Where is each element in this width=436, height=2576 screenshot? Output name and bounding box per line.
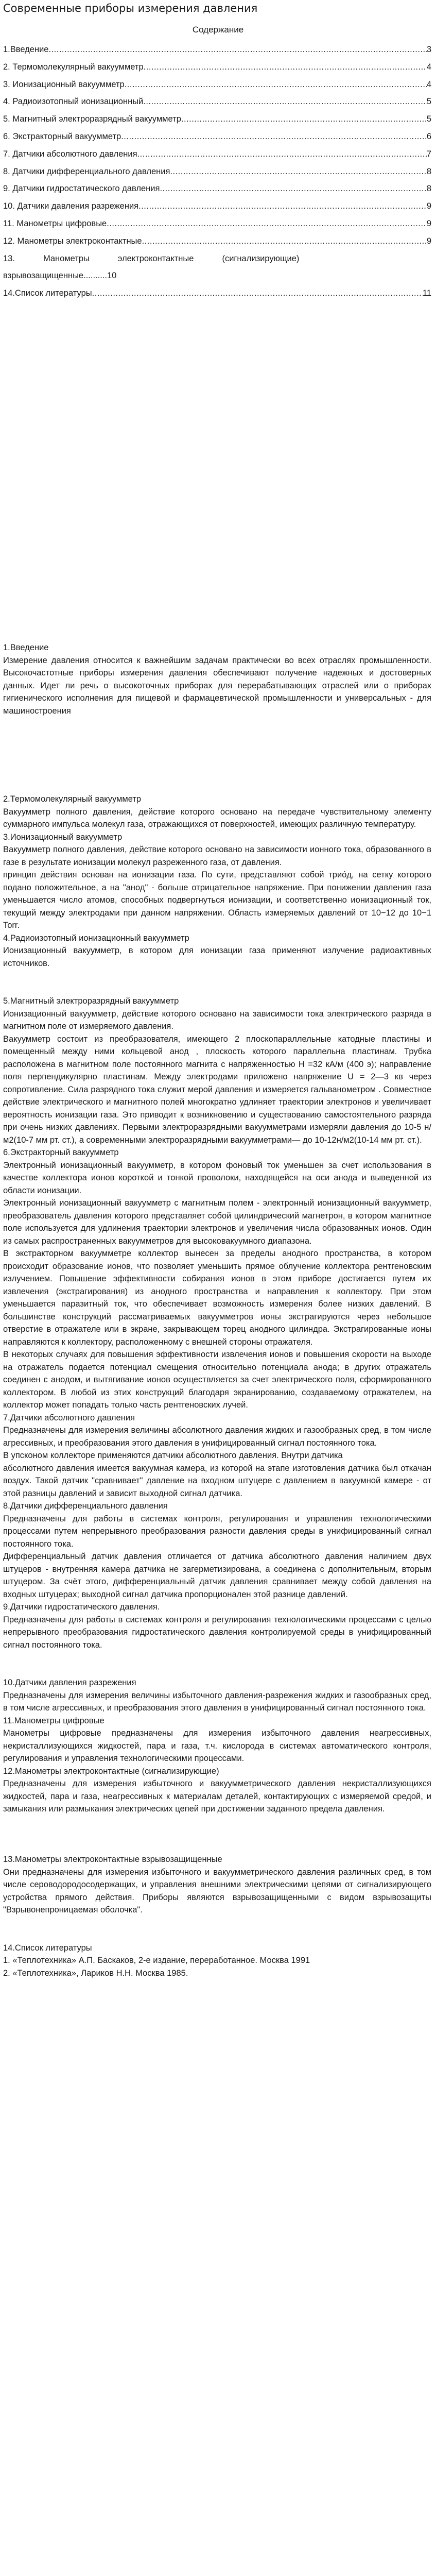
toc-item[interactable]: 2. Термомолекулярный вакуумметр ..... 4 bbox=[3, 59, 431, 76]
toc-item[interactable]: 11. Манометры цифровые ..... 9 bbox=[3, 215, 431, 233]
section-heading: 9.Датчики гидростатического давления. bbox=[3, 1602, 160, 1612]
paragraph: Предназначены для работы в системах контроля и регулирования технологическими процессами с целью непрерывного преобразования гидростатического давления контролируемой среды в унифицированный сигнал постоянного тока. bbox=[3, 1615, 431, 1650]
toc-item[interactable]: 6. Экстракторный вакуумметр ..... 6 bbox=[3, 128, 431, 146]
paragraph: Вакуумметр полного давления, действие которого основано на зависимости ионного тока, образованного в газе в результате ионизации молекул разреженного газа, от давления. bbox=[3, 845, 431, 867]
toc-item[interactable]: 4. Радиоизотопный ионизационный ..... 5 bbox=[3, 93, 431, 111]
paragraph: Предназначены для измерения избыточного и вакуумметрического давления некристаллизующихся жидкостей, пара и газа, неагрессивных к материалам деталей, контактирующих с измеряемой средой, и замыкания или размыкания электрических цепей при достижении заданного предела давления. bbox=[3, 1779, 431, 1814]
section-heading: 13.Манометры электроконтактные взрывозащищенные bbox=[3, 1855, 222, 1864]
toc-item[interactable]: 5. Магнитный электроразрядный вакуумметр ..... 5 bbox=[3, 111, 431, 128]
toc-item[interactable]: 9. Датчики гидростатического давления ..... 8 bbox=[3, 180, 431, 198]
paragraph: Предназначены для измерения величины избыточного давления-разрежения жидких и газообразных сред, в том числе агрессивных, и преобразования этого давления в унифицированный сигнал постоянного тока. bbox=[3, 1690, 431, 1713]
section-heading: 11.Манометры цифровые bbox=[3, 1716, 104, 1725]
paragraph: Дифференциальный датчик давления отличается от датчика абсолютного давления наличием двух штуцеров - внутренняя камера датчика не загерметизирована, а соединена с дополнительным, вторым штуцером. За счёт этого, дифференциальный датчик давления сравнивает между собой давления на входных штуцерах; выходной сигнал датчика пропорционален этой разнице давлений. bbox=[3, 1552, 431, 1599]
section-heading: 3.Ионизационный вакуумметр bbox=[3, 832, 123, 842]
section-heading: 2.Термомолекулярный вакуумметр bbox=[3, 794, 142, 804]
paragraph: Электронный ионизационный вакуумметр с магнитным полем - электронный ионизационный вакуумметр, преобразователь давления которого представляет собой цилиндрический магнетрон, в котором магнитное поле используется для удлинения траектории электронов и увеличения числа образованных ионов. Один из самых распространенных вакуумметров для высоковакуумного диапазона. bbox=[3, 1198, 431, 1246]
paragraph: Измерение давления относится к важнейшим задачам практически во всех отраслях промышленности. Высокочастотные приборы измерения давления обеспечивают получение надежных и достоверных данных. Идет ли речь о высокоточных приборах для перерабатывающих отраслей или о приборах гигиенического исполнения для пищевой и фармацевтической промышленности и универсальных - для машиностроения bbox=[3, 655, 431, 716]
toc-item-13-line1[interactable]: 13. Манометры электроконтактные (сигнализирующие) bbox=[3, 253, 300, 263]
toc-heading: Содержание bbox=[192, 25, 244, 35]
document-title: Современные приборы измерения давления bbox=[3, 2, 258, 14]
paragraph: В некоторых случаях для повышения эффективности извлечения ионов и повышения скорости на выходе на отражатель подается потенциал смещения относительно потенциала анода; в других отражатель соединен с анодом, и вытягивание ионов осуществляется за счет электрического поля, сформированного коллектором. В любой из этих конструкций благодаря экранированию, создаваемому отражателем, на коллектор может попадать только часть рентгеновских лучей. bbox=[3, 1350, 431, 1410]
paragraph: Электронный ионизационный вакуумметр, в котором фоновый ток уменьшен за счет использования в качестве коллектора ионов короткой и тонкой проволоки, находящейся на оси анода и выведенной из области ионизации. bbox=[3, 1160, 431, 1195]
reference-item: 1. «Теплотехника» А.П. Баскаков, 2-е издание, переработанное. Москва 1991 bbox=[3, 1956, 310, 1965]
paragraph: Ионизационный вакуумметр, действие которого основано на зависимости тока электрического разряда в магнитном поле от измеряемого давления. bbox=[3, 1009, 431, 1031]
reference-item: 2. «Теплотехника», Лариков Н.Н. Москва 1985. bbox=[3, 1968, 188, 1978]
paragraph: Вакуумметр состоит из преобразователя, имеющего 2 плоскопараллельные катодные пластины и помещенный между ними кольцевой анод , плоскость которого параллельна пластинам. Трубка расположена в магнитном поле постоянного магнита с напряженностью Н =32 кА/м (400 э); направление поля перпендикулярно пластинам. Между электродами приложено напряжение U = 2—3 кв через сопротивление. Сила разрядного тока служит мерой давления и измеряется гальванометром . Совместное действие электрического и магнитного полей многократно удлиняет траектории электронов и увеличивает вероятность ионизации газа. Это приводит к возникновению и существованию самостоятельного разряда при очень низких давлениях. Первыми электроразрядными вакуумметрами измеряли давления до 10-5 н/м2(10-7 мм рт. ст.), а современными электроразрядными вакуумметрами— до 10-12н/м2(10-14 мм рт. ст.). bbox=[3, 1034, 431, 1145]
toc-item[interactable]: 12. Манометры электроконтактные ..... 9 bbox=[3, 233, 431, 250]
paragraph: Предназначены для измерения величины абсолютного давления жидких и газообразных сред, в том числе агрессивных, и преобразования этого давления в унифицированный сигнал постоянного тока. bbox=[3, 1426, 431, 1448]
paragraph: Манометры цифровые предназначены для измерения избыточного давления неагрессивных, некристаллизующихся жидкостей, пара и газа, т.ч. кислорода в системах автоматического контроля, регулирования и управления технологическими процессами. bbox=[3, 1728, 431, 1763]
section-heading: 1.Введение bbox=[3, 643, 49, 652]
toc-item[interactable]: 3. Ионизационный вакуумметр ..... 4 bbox=[3, 76, 431, 94]
toc-item[interactable]: 7. Датчики абсолютного давления ..... 7 bbox=[3, 146, 431, 163]
table-of-contents bbox=[3, 41, 431, 302]
paragraph: принцип действия основан на ионизации газа. По сути, представляют собой трио́д, на сетку которого подано положительное, а на "анод" - больше отрицательное напряжение. При понижении давления газа уменьшается число атомов, способных подвергнуться ионизации, и соответственно ионизационный ток, текущий между электродами при данном напряжении. Область измеряемых давлений от 10−12 до 10−1 Torr. bbox=[3, 870, 431, 930]
section-heading: 4.Радиоизотопный ионизационный вакуумметр bbox=[3, 933, 189, 943]
paragraph: В экстракторном вакуумметре коллектор вынесен за пределы анодного пространства, в котором происходит образование ионов, что позволяет уменьшить прямое облучение коллектора рентгеновским излучением. Повышение эффективности собирания ионов в этом приборе достигается путем их извлечения (экстрагирования) из анодного пространства и направления к коллектору. При этом уменьшается паразитный ток, что обеспечивает возможность измерения более низких давлений. В большинстве конструкций рассматриваемых вакуумметров ионы экстрагируются через небольшое отверстие в отражателе или в экране, закрывающем торец анодного цилиндра. Экстрагированные ионы направляются к коллектору, расположенному с внешней стороны отражателя. bbox=[3, 1249, 431, 1347]
toc-item-13-line2[interactable]: взрывозащищенные..........10 bbox=[3, 271, 117, 281]
toc-item[interactable]: 8. Датчики дифференциального давления ..... 8 bbox=[3, 163, 431, 181]
paragraph: Ионизационный вакуумметр, в котором для ионизации газа применяют излучение радиоактивных источников. bbox=[3, 946, 431, 968]
section-heading: 8.Датчики дифференциального давления bbox=[3, 1501, 168, 1511]
paragraph: Вакуумметр полного давления, действие которого основано на передаче чувствительному элементу суммарного импульса молекул газа, отражающихся от поверхностей, имеющих различную температуру. bbox=[3, 807, 431, 829]
toc-item[interactable]: 10. Датчики давления разрежения ..... 9 bbox=[3, 198, 431, 215]
section-heading: 10.Датчики давления разрежения bbox=[3, 1678, 136, 1687]
paragraph: В упсконом коллекторе применяются датчики абсолютного давления. Внутри датчика абсолютного давления имеется вакуумная камера, из которой на этапе изготовления датчика был откачан воздух. Такой датчик "сравнивает" давление на входном штуцере с давлением в вакуумной камере - от этой разницы давлений и зависит выходной сигнал датчика. bbox=[3, 1451, 431, 1498]
section-heading: 7.Датчики абсолютного давления bbox=[3, 1413, 135, 1422]
section-heading: 6.Экстракторный вакуумметр bbox=[3, 1148, 119, 1157]
toc-item[interactable]: 1.Введение ..... 3 bbox=[3, 41, 431, 59]
section-heading: 12.Манометры электроконтактные (сигнализирующие) bbox=[3, 1766, 219, 1776]
paragraph: Предназначены для работы в системах контроля, регулирования и управления технологическими процессами путем непрерывного преобразования разности давления среды в унифицированный сигнал постоянного тока. bbox=[3, 1514, 431, 1549]
paragraph: Они предназначены для измерения избыточного и вакуумметрического давления различных сред, в том числе сероводородосодержащих, и управления внешними электрическими цепями от сигнализирующего устройства прямого действия. Приборы являются взрывозащищенными с видом взрывозащиты "Взрывонепроницаемая оболочка". bbox=[3, 1867, 431, 1914]
document-body bbox=[3, 641, 431, 1979]
toc-item[interactable]: 14.Список литературы ..... 11 bbox=[3, 285, 431, 302]
section-heading: 5.Магнитный электроразрядный вакуумметр bbox=[3, 996, 179, 1006]
section-heading: 14.Список литературы bbox=[3, 1943, 92, 1953]
